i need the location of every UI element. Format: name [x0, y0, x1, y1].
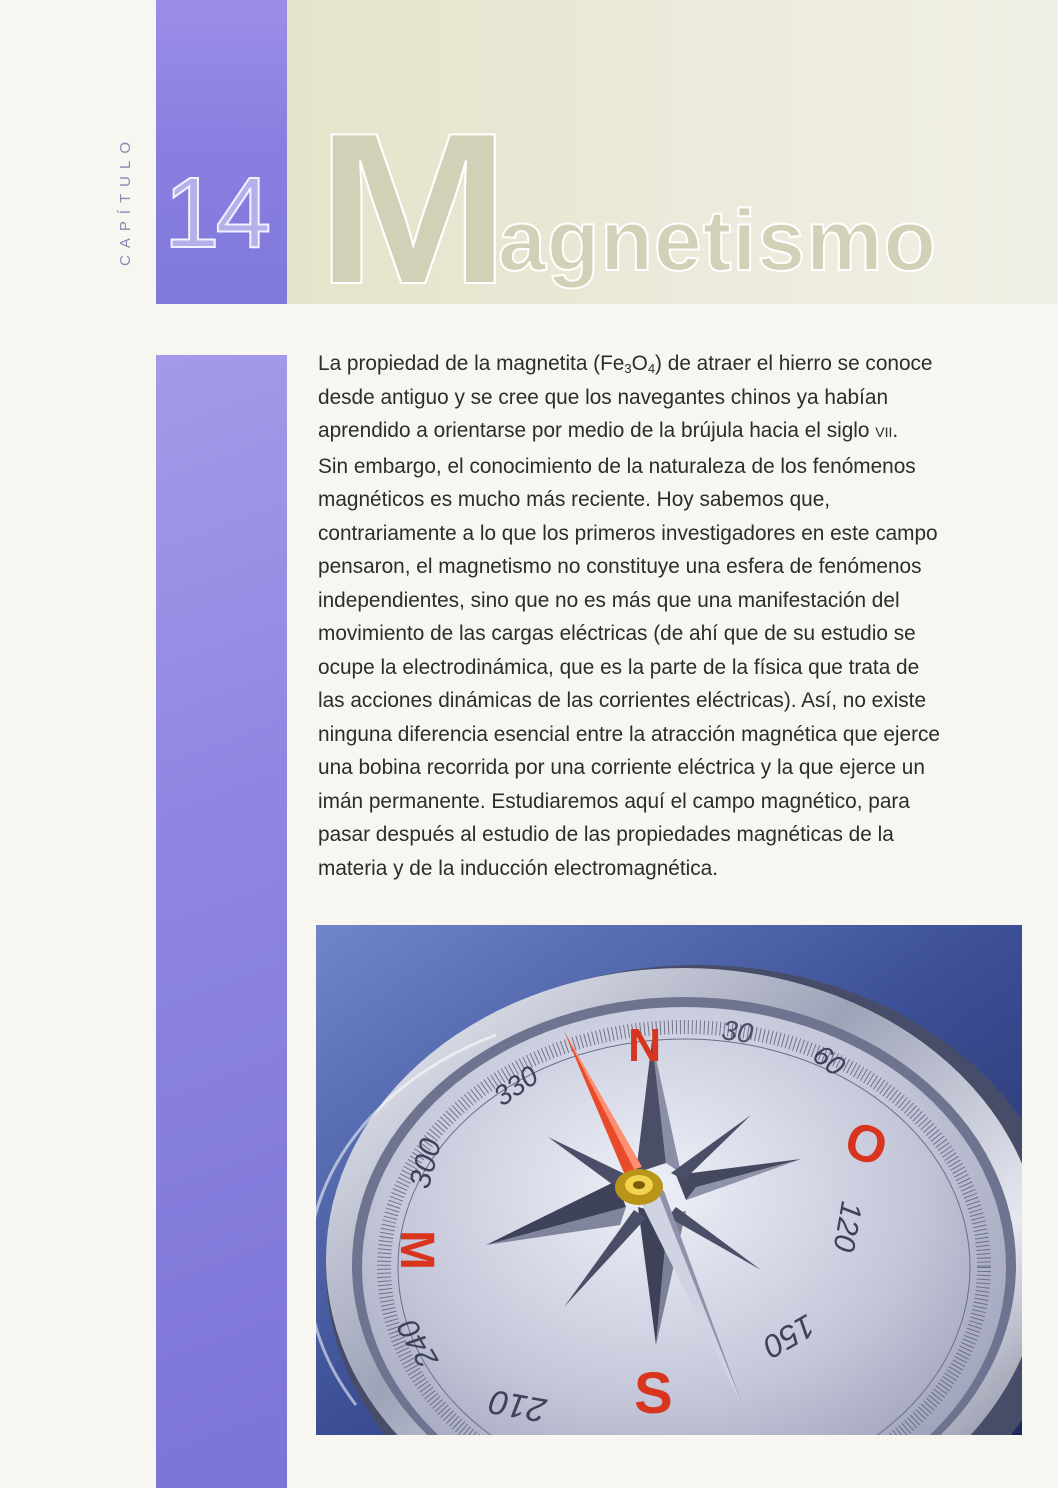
cardinal-south: S — [634, 1361, 673, 1426]
chapter-title-initial: M — [316, 87, 511, 329]
text-line: ocupe la electrodinámica, que es la parte de la física que trata de — [318, 655, 920, 679]
text-line: La propiedad de la magnetita $(Fe_3O_4)$ de atraer el hierro se conoce — [318, 352, 933, 376]
intro-paragraph — [318, 347, 958, 885]
degree-60: 60 — [807, 1038, 851, 1083]
text-line: contrariamente a lo que los primeros investigadores en este campo — [318, 521, 938, 545]
text-line: desde antiguo y se cree que los navegantes chinos ya habían — [318, 385, 889, 409]
chapter-title: agnetismo — [498, 193, 938, 289]
text-line: independientes, sino que no es más que una manifestación del — [318, 588, 900, 612]
degree-240: 240 — [391, 1313, 445, 1374]
chapter-number: 14 — [164, 157, 268, 269]
text-line: una bobina recorrida por una corriente eléctrica y la que ejerce un — [318, 756, 925, 779]
text-line: imán permanente. Estudiaremos aquí el campo magnético, para — [318, 789, 910, 813]
chapter-label-text: CAPÍTULO — [116, 134, 134, 267]
text-line: pensaron, el magnetismo no constituye una esfera de fenómenos — [318, 555, 922, 578]
text-line: Sin embargo, el conocimiento de la naturaleza de los fenómenos — [318, 454, 916, 478]
text-line: movimiento de las cargas eléctricas (de ahí que de su estudio se — [318, 622, 916, 645]
cardinal-north: N — [628, 1019, 662, 1071]
needle-pivot-center — [633, 1181, 645, 1189]
text-line: ninguna diferencia esencial entre la atracción magnética que ejerce — [318, 722, 940, 746]
degree-210: 210 — [486, 1381, 549, 1430]
chapter-color-band-side — [156, 355, 287, 1488]
cardinal-west: M — [390, 1230, 443, 1270]
degree-120: 120 — [826, 1198, 868, 1255]
text-line: aprendido a orientarse por medio de la brújula hacia el siglo VII. — [318, 419, 899, 442]
text-line: magnéticos es mucho más reciente. Hoy sabemos que, — [318, 488, 831, 511]
chapter-label — [110, 128, 140, 273]
cardinal-east: O — [837, 1110, 895, 1179]
text-line: materia y de la inducción electromagnética. — [318, 856, 718, 880]
degree-150: 150 — [757, 1307, 822, 1366]
degree-300: 300 — [403, 1135, 449, 1192]
compass-illustration — [316, 925, 1022, 1435]
degree-330: 330 — [487, 1059, 544, 1112]
compass-photo — [316, 925, 1022, 1435]
text-line: pasar después al estudio de las propiedades magnéticas de la — [318, 823, 894, 846]
text-line: las acciones dinámicas de las corrientes eléctricas). Así, no existe — [318, 689, 927, 712]
degree-30: 30 — [719, 1014, 755, 1050]
